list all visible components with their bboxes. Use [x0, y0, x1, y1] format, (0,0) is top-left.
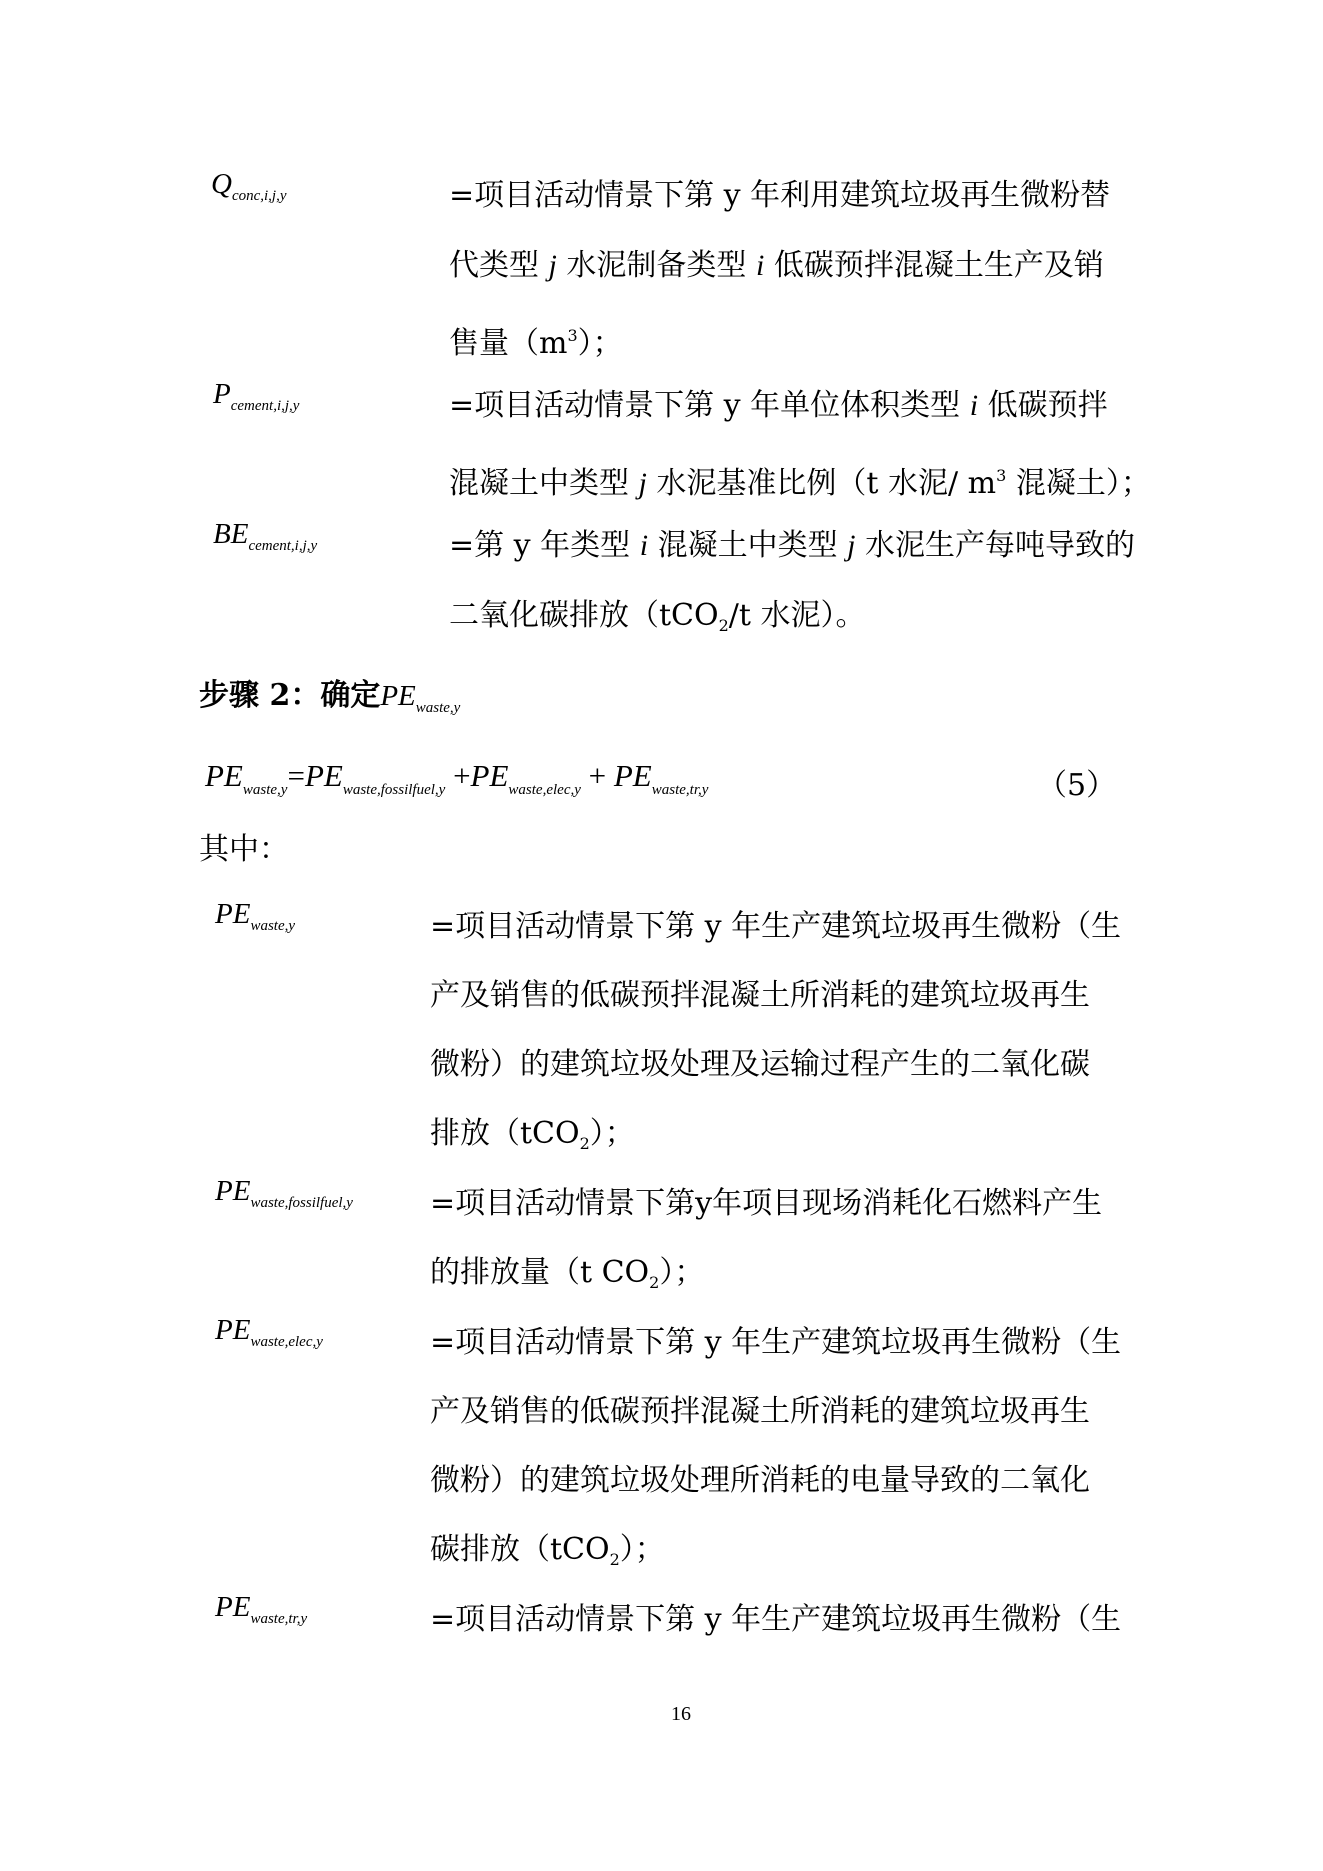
symbol-pe-waste-fossilfuel: $PE_{waste,fossilfuel,y}$	[215, 1175, 353, 1211]
def-pe-waste-line-1: =项目活动情景下第 y 年生产建筑垃圾再生微粉（生	[430, 909, 1122, 944]
def-q-conc-line-1: =项目活动情景下第 y 年利用建筑垃圾再生微粉替	[449, 178, 1111, 213]
def-q-conc-line-3: 售量$(m^3)$；	[449, 326, 623, 361]
symbol-be-cement: $BE_{cement,i,j,y}$	[213, 518, 318, 554]
def-p-cement-line-1: =项目活动情景下第 y 年单位体积类型 i 低碳预拌	[449, 388, 1108, 423]
def-pe-waste-line-2: 产及销售的低碳预拌混凝土所消耗的建筑垃圾再生	[430, 978, 1090, 1013]
symbol-q-conc: $Q_{conc,i,j,y}$	[211, 168, 287, 204]
def-p-cement-line-2: 混凝土中类型 j 水泥基准比例（t 水泥/ $m^3$ 混凝土）；	[449, 466, 1151, 501]
def-pe-elec-line-2: 产及销售的低碳预拌混凝土所消耗的建筑垃圾再生	[430, 1394, 1090, 1429]
def-pe-waste-line-4: 排放（tCO$_2$）；	[430, 1116, 635, 1153]
symbol-pe-waste-tr: $PE_{waste,tr,y}$	[215, 1591, 308, 1627]
symbol-pe-waste-elec: $PE_{waste,elec,y}$	[215, 1314, 323, 1350]
where-label: 其中：	[199, 832, 289, 867]
equation-number: （5）	[1037, 768, 1117, 803]
def-be-cement-line-2: 二氧化碳排放（tCO$_2$/t 水泥）。	[449, 598, 866, 635]
def-be-cement-line-1: =第 y 年类型 i 混凝土中类型 j 水泥生产每吨导致的	[449, 528, 1136, 563]
def-pe-elec-line-3: 微粉）的建筑垃圾处理所消耗的电量导致的二氧化	[430, 1463, 1090, 1498]
symbol-p-cement: $P_{cement,i,j,y}$	[213, 378, 300, 414]
def-pe-waste-line-3: 微粉）的建筑垃圾处理及运输过程产生的二氧化碳	[430, 1047, 1090, 1082]
step-2-heading: 步骤 2：确定$PE_{waste,y}$	[199, 678, 461, 716]
equation-5: $PE_{waste,y}=PE_{waste,fossilfuel,y} +PE_{waste,elec,y} + PE_{waste,tr,y}$	[205, 758, 709, 798]
symbol-pe-waste: $PE_{waste,y}$	[215, 898, 296, 934]
def-q-conc-line-2: 代类型 j 水泥制备类型 i 低碳预拌混凝土生产及销	[449, 248, 1104, 283]
def-pe-elec-line-1: =项目活动情景下第 y 年生产建筑垃圾再生微粉（生	[430, 1325, 1122, 1360]
def-pe-fossilfuel-line-2: 的排放量（t $CO_2$）；	[430, 1255, 705, 1292]
def-pe-fossilfuel-line-1: =项目活动情景下第y年项目现场消耗化石燃料产生	[430, 1186, 1103, 1221]
page-number: 16	[671, 1703, 691, 1725]
def-pe-elec-line-4: 碳排放（tCO$_2$）；	[430, 1532, 665, 1569]
def-pe-tr-line-1: =项目活动情景下第 y 年生产建筑垃圾再生微粉（生	[430, 1602, 1122, 1637]
